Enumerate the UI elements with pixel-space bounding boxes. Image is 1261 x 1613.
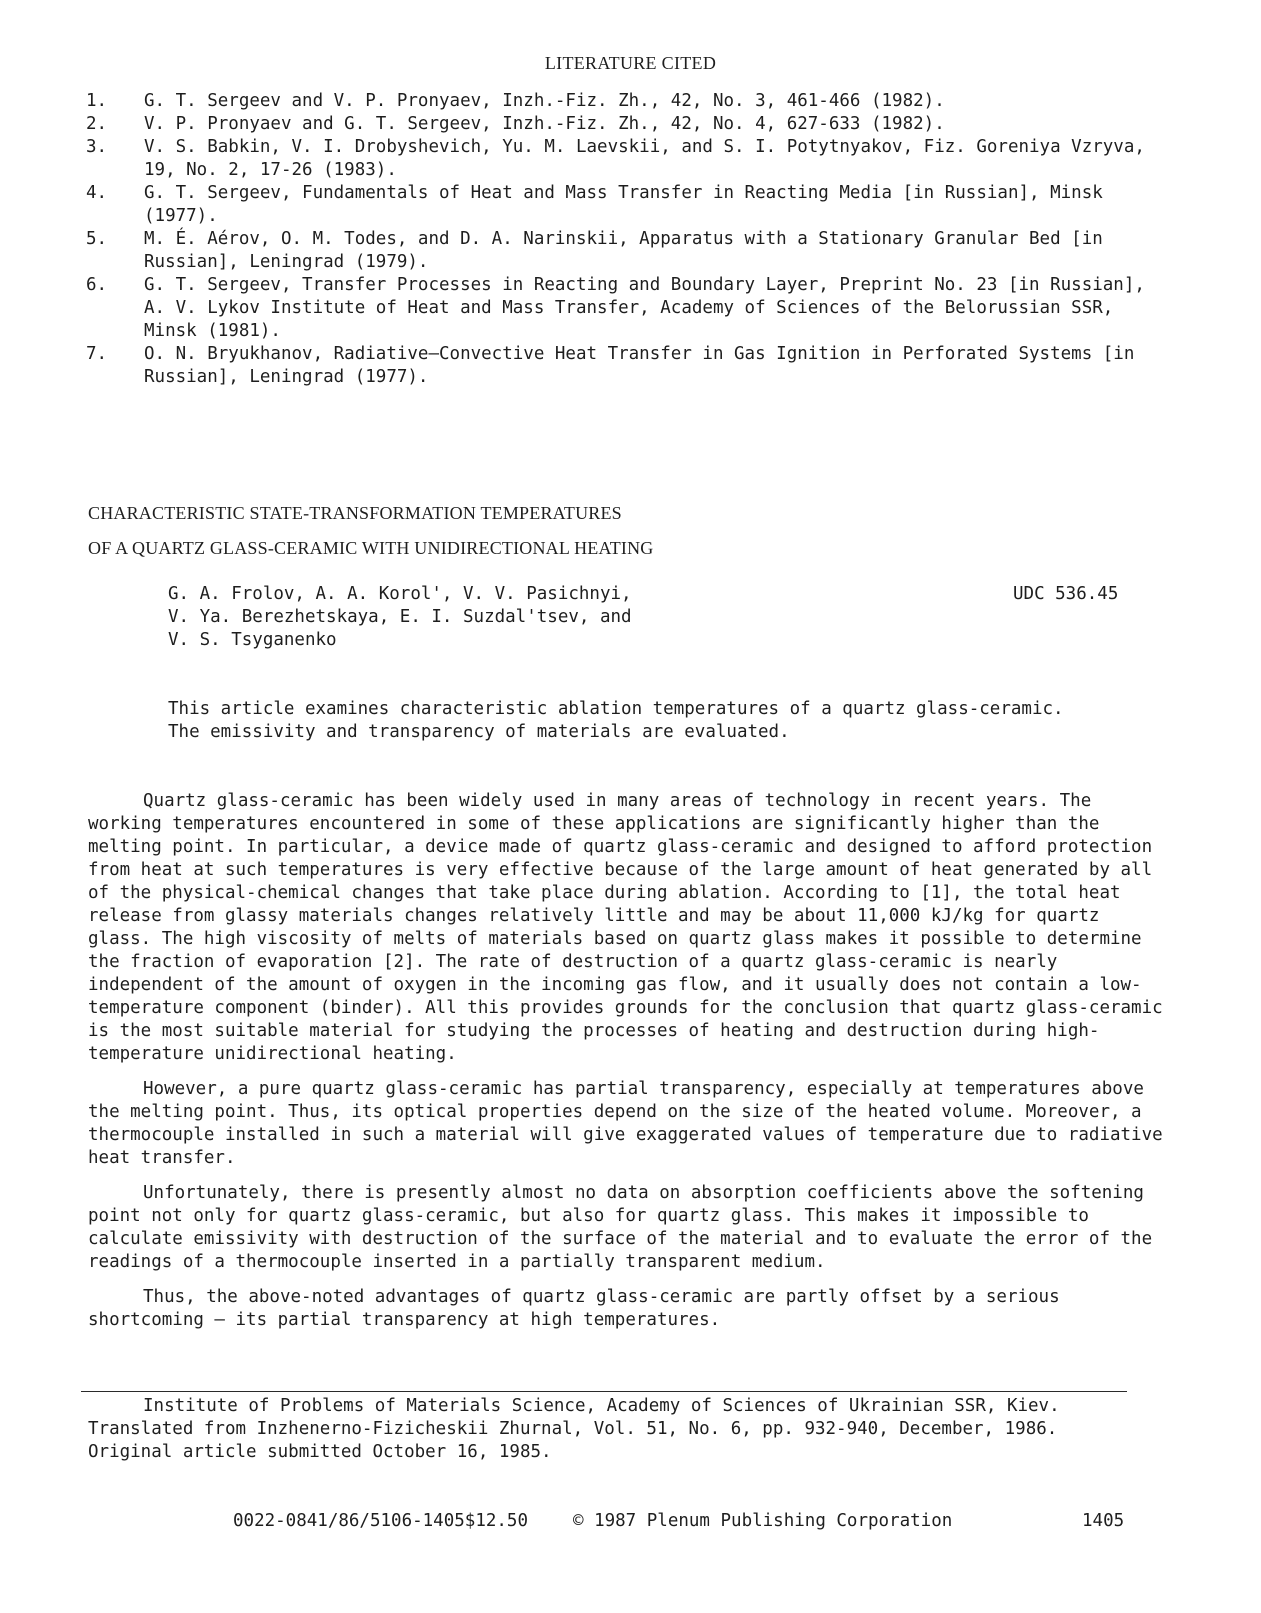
reference-number: 3. <box>86 137 108 157</box>
reference-number: 5. <box>86 229 108 249</box>
reference-number: 4. <box>86 183 108 203</box>
reference-text: V. S. Babkin, V. I. Drobyshevich, Yu. M. Laevskii, and S. I. Potytnyakov, Fiz. Goreniya Vzryva, 19, No. 2, 17-26 (1983). <box>144 137 1145 180</box>
page-footer <box>0 1510 1261 1534</box>
reference-item <box>86 343 1166 389</box>
body-paragraph: Quartz glass-ceramic has been widely used in many areas of technology in recent years. The working temperatures encountered in some of these applications are significantly higher than the melting point. In particular, a device made of quartz glass-ceramic and designed to afford protection from heat at such temperatures is very effective because of the large amount of heat generated by all of the physical-chemical changes that take place during ablation. According to [1], the total heat release from glassy materials changes relatively little and may be about 11,000 kJ/kg for quartz glass. The high viscosity of melts of materials based on quartz glass makes it possible to determine the fraction of evaporation [2]. The rate of destruction of a quartz glass-ceramic is nearly independent of the amount of oxygen in the incoming gas flow, and it usually does not contain a low-temperature component (binder). All this provides grounds for the conclusion that quartz glass-ceramic is the most suitable material for studying the processes of heating and destruction during high-temperature unidirectional heating. <box>88 791 1163 1064</box>
reference-item <box>86 90 1166 113</box>
copyright-notice: © 1987 Plenum Publishing Corporation <box>573 1511 953 1531</box>
reference-item <box>86 113 1166 136</box>
authors-line: V. Ya. Berezhetskaya, E. I. Suzdal'tsev, and <box>168 607 632 627</box>
author-list <box>168 583 728 652</box>
reference-number: 2. <box>86 114 108 134</box>
reference-item <box>86 182 1166 228</box>
reference-text: O. N. Bryukhanov, Radiative—Convective Heat Transfer in Gas Ignition in Perforated Systems [in Russian], Leningrad (1977). <box>144 344 1135 387</box>
reference-item <box>86 228 1166 274</box>
article-code: 0022-0841/86/5106-1405$12.50 <box>233 1511 529 1531</box>
article-title-line-1: CHARACTERISTIC STATE-TRANSFORMATION TEMPERATURES <box>88 503 622 523</box>
reference-text: M. É. Aérov, O. M. Todes, and D. A. Narinskii, Apparatus with a Stationary Granular Bed [in Russian], Leningrad (1979). <box>144 229 1103 272</box>
article-title-line-2: OF A QUARTZ GLASS-CERAMIC WITH UNIDIRECTIONAL HEATING <box>88 538 654 558</box>
page-number: 1405 <box>1082 1511 1125 1531</box>
reference-text: G. T. Sergeev and V. P. Pronyaev, Inzh.-Fiz. Zh., 42, No. 3, 461-466 (1982). <box>144 91 945 111</box>
literature-cited-heading: LITERATURE CITED <box>544 53 717 73</box>
authors-line: V. S. Tsyganenko <box>168 630 337 650</box>
reference-text: V. P. Pronyaev and G. T. Sergeev, Inzh.-Fiz. Zh., 42, No. 4, 627-633 (1982). <box>144 114 945 134</box>
body-paragraph: Unfortunately, there is presently almost no data on absorption coefficients above the softening point not only for quartz glass-ceramic, but also for quartz glass. This makes it impossible to calculate emissivity with destruction of the surface of the material and to evaluate the error of the readings of a thermocouple inserted in a partially transparent medium. <box>88 1183 1153 1272</box>
udc-code: UDC 536.45 <box>1013 584 1119 604</box>
footnote-translation: Translated from Inzhenerno-Fizicheskii Zhurnal, Vol. 51, No. 6, pp. 932-940, December, 1986. <box>88 1419 1058 1439</box>
abstract: This article examines characteristic ablation temperatures of a quartz glass-ceramic. The emissivity and transparency of materials are evaluated. <box>168 699 1064 742</box>
body-paragraph: However, a pure quartz glass-ceramic has partial transparency, especially at temperatures above the melting point. Thus, its optical properties depend on the size of the heated volume. Moreover, a thermocouple installed in such a material will give exaggerated values of temperature due to radiative heat transfer. <box>88 1079 1163 1168</box>
reference-text: G. T. Sergeev, Transfer Processes in Reacting and Boundary Layer, Preprint No. 23 [in Russian], A. V. Lykov Institute of Heat and Mass Transfer, Academy of Sciences of the Belorussian SSR, Minsk (1981). <box>144 275 1145 341</box>
reference-number: 1. <box>86 91 108 111</box>
reference-item <box>86 274 1166 343</box>
reference-number: 6. <box>86 275 108 295</box>
authors-line: G. A. Frolov, A. A. Korol', V. V. Pasichnyi, <box>168 584 632 604</box>
reference-list <box>86 90 1166 389</box>
reference-number: 7. <box>86 344 108 364</box>
reference-text: G. T. Sergeev, Fundamentals of Heat and Mass Transfer in Reacting Media [in Russian], Minsk (1977). <box>144 183 1103 226</box>
footnote-submitted: Original article submitted October 16, 1985. <box>88 1442 552 1462</box>
reference-item <box>86 136 1166 182</box>
body-paragraph: Thus, the above-noted advantages of quartz glass-ceramic are partly offset by a serious shortcoming — its partial transparency at high temperatures. <box>88 1287 1060 1330</box>
footnote <box>88 1395 1168 1464</box>
footnote-institution: Institute of Problems of Materials Science, Academy of Sciences of Ukrainian SSR, Kiev. <box>143 1396 1060 1416</box>
footnote-divider <box>81 1391 1127 1392</box>
article-body <box>88 790 1168 1344</box>
